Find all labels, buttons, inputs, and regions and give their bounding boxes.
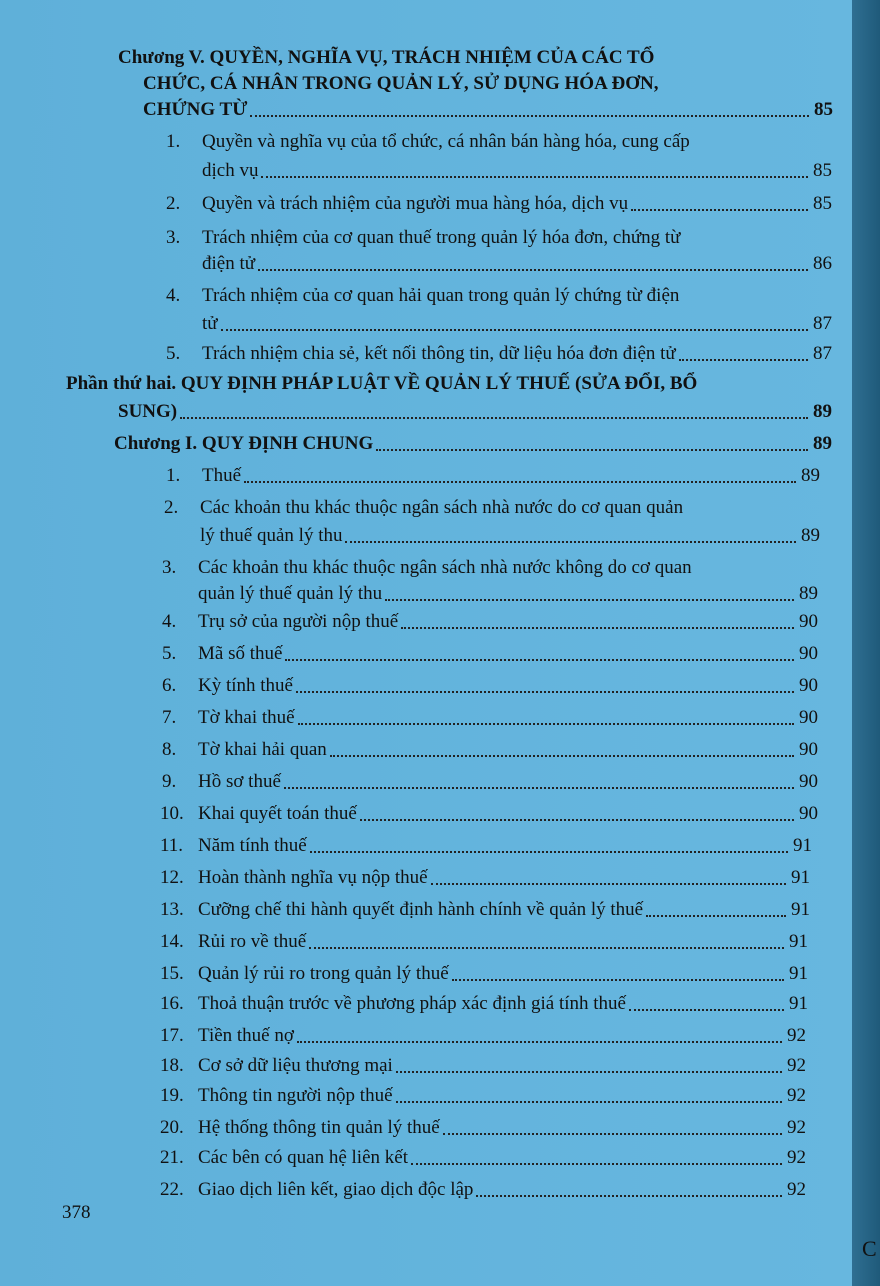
page-ref: 85 xyxy=(814,99,833,120)
dot-leader xyxy=(221,328,808,331)
dot-leader xyxy=(309,946,784,949)
dot-leader xyxy=(244,480,796,483)
toc-entry: 3. Trách nhiệm của cơ quan thuế trong quản lý hóa đơn, chứng từ xyxy=(166,227,681,248)
dot-leader xyxy=(261,175,808,178)
toc-entry-continued: tử 87 xyxy=(202,313,832,334)
part-2-heading-line-2: SUNG) 89 xyxy=(118,401,832,422)
toc-entry: 13. Cưỡng chế thi hành quyết định hành chính về quản lý thuế 91 xyxy=(160,899,810,920)
toc-entry: 4. Trụ sở của người nộp thuế 90 xyxy=(162,611,818,632)
chapter-5-heading-line-2: CHỨC, CÁ NHÂN TRONG QUẢN LÝ, SỬ DỤNG HÓA ĐƠN, xyxy=(143,73,659,94)
toc-entry: 17. Tiền thuế nợ 92 xyxy=(160,1025,806,1046)
dot-leader xyxy=(401,626,794,629)
toc-entry: 10. Khai quyết toán thuế 90 xyxy=(160,803,818,824)
dot-leader xyxy=(285,658,794,661)
chapter-1-heading: Chương I. QUY ĐỊNH CHUNG 89 xyxy=(114,433,832,454)
dot-leader xyxy=(360,818,794,821)
toc-entry: 9. Hồ sơ thuế 90 xyxy=(162,771,818,792)
book-spine xyxy=(852,0,880,1286)
opposite-page-edge-letter: C xyxy=(862,1236,877,1261)
dot-leader xyxy=(345,540,796,543)
toc-entry: 1. Quyền và nghĩa vụ của tổ chức, cá nhân bán hàng hóa, cung cấp xyxy=(166,131,690,152)
dot-leader xyxy=(646,914,786,917)
toc-entry: 6. Kỳ tính thuế 90 xyxy=(162,675,818,696)
dot-leader xyxy=(629,1008,784,1011)
toc-entry: 22. Giao dịch liên kết, giao dịch độc lập 92 xyxy=(160,1179,806,1200)
chapter-5-heading-line-1: Chương V. QUYỀN, NGHĨA VỤ, TRÁCH NHIỆM CỦA CÁC TỔ xyxy=(118,47,655,68)
toc-entry-continued: lý thuế quản lý thu 89 xyxy=(200,525,820,546)
toc-entry: 3. Các khoản thu khác thuộc ngân sách nhà nước không do cơ quan xyxy=(162,557,692,578)
toc-entry: 18. Cơ sở dữ liệu thương mại 92 xyxy=(160,1055,806,1076)
dot-leader xyxy=(310,850,788,853)
dot-leader xyxy=(330,754,794,757)
toc-entry: 5. Trách nhiệm chia sẻ, kết nối thông tin, dữ liệu hóa đơn điện tử 87 xyxy=(166,343,832,364)
toc-entry: 14. Rủi ro về thuế 91 xyxy=(160,931,808,952)
dot-leader xyxy=(250,114,809,117)
toc-entry: 11. Năm tính thuế 91 xyxy=(160,835,812,856)
dot-leader xyxy=(431,882,786,885)
dot-leader xyxy=(376,448,808,451)
dot-leader xyxy=(284,786,794,789)
toc-entry-continued: dịch vụ 85 xyxy=(202,160,832,181)
toc-entry: 21. Các bên có quan hệ liên kết 92 xyxy=(160,1147,806,1168)
dot-leader xyxy=(452,978,784,981)
toc-entry: 5. Mã số thuế 90 xyxy=(162,643,818,664)
toc-entry: 16. Thoả thuận trước về phương pháp xác định giá tính thuế 91 xyxy=(160,993,808,1014)
toc-entry-continued: điện tử 86 xyxy=(202,253,832,274)
toc-entry: 8. Tờ khai hải quan 90 xyxy=(162,739,818,760)
toc-entry: 20. Hệ thống thông tin quản lý thuế 92 xyxy=(160,1117,806,1138)
dot-leader xyxy=(298,722,794,725)
dot-leader xyxy=(180,416,808,419)
chapter-5-heading-line-3: CHỨNG TỪ 85 xyxy=(143,99,833,120)
dot-leader xyxy=(296,690,794,693)
dot-leader xyxy=(396,1070,782,1073)
toc-entry: 12. Hoàn thành nghĩa vụ nộp thuế 91 xyxy=(160,867,810,888)
dot-leader xyxy=(679,358,808,361)
dot-leader xyxy=(396,1100,783,1103)
dot-leader xyxy=(443,1132,782,1135)
toc-entry: 2. Các khoản thu khác thuộc ngân sách nhà nước do cơ quan quản xyxy=(164,497,684,518)
page-number: 378 xyxy=(62,1202,91,1223)
dot-leader xyxy=(411,1162,782,1165)
dot-leader xyxy=(297,1040,782,1043)
toc-entry: 15. Quản lý rủi ro trong quản lý thuế 91 xyxy=(160,963,808,984)
toc-entry: 4. Trách nhiệm của cơ quan hải quan trong quản lý chứng từ điện xyxy=(166,285,680,306)
toc-entry: 7. Tờ khai thuế 90 xyxy=(162,707,818,728)
part-2-heading-line-1: Phần thứ hai. QUY ĐỊNH PHÁP LUẬT VỀ QUẢN LÝ THUẾ (SỬA ĐỔI, BỔ xyxy=(66,373,698,394)
dot-leader xyxy=(476,1194,782,1197)
dot-leader xyxy=(258,268,808,271)
dot-leader xyxy=(631,208,808,211)
toc-entry: 2. Quyền và trách nhiệm của người mua hàng hóa, dịch vụ 85 xyxy=(166,193,832,214)
toc-entry-continued: quản lý thuế quản lý thu 89 xyxy=(198,583,818,604)
dot-leader xyxy=(385,598,794,601)
toc-entry: 1. Thuế 89 xyxy=(166,465,820,486)
toc-entry: 19. Thông tin người nộp thuế 92 xyxy=(160,1085,806,1106)
